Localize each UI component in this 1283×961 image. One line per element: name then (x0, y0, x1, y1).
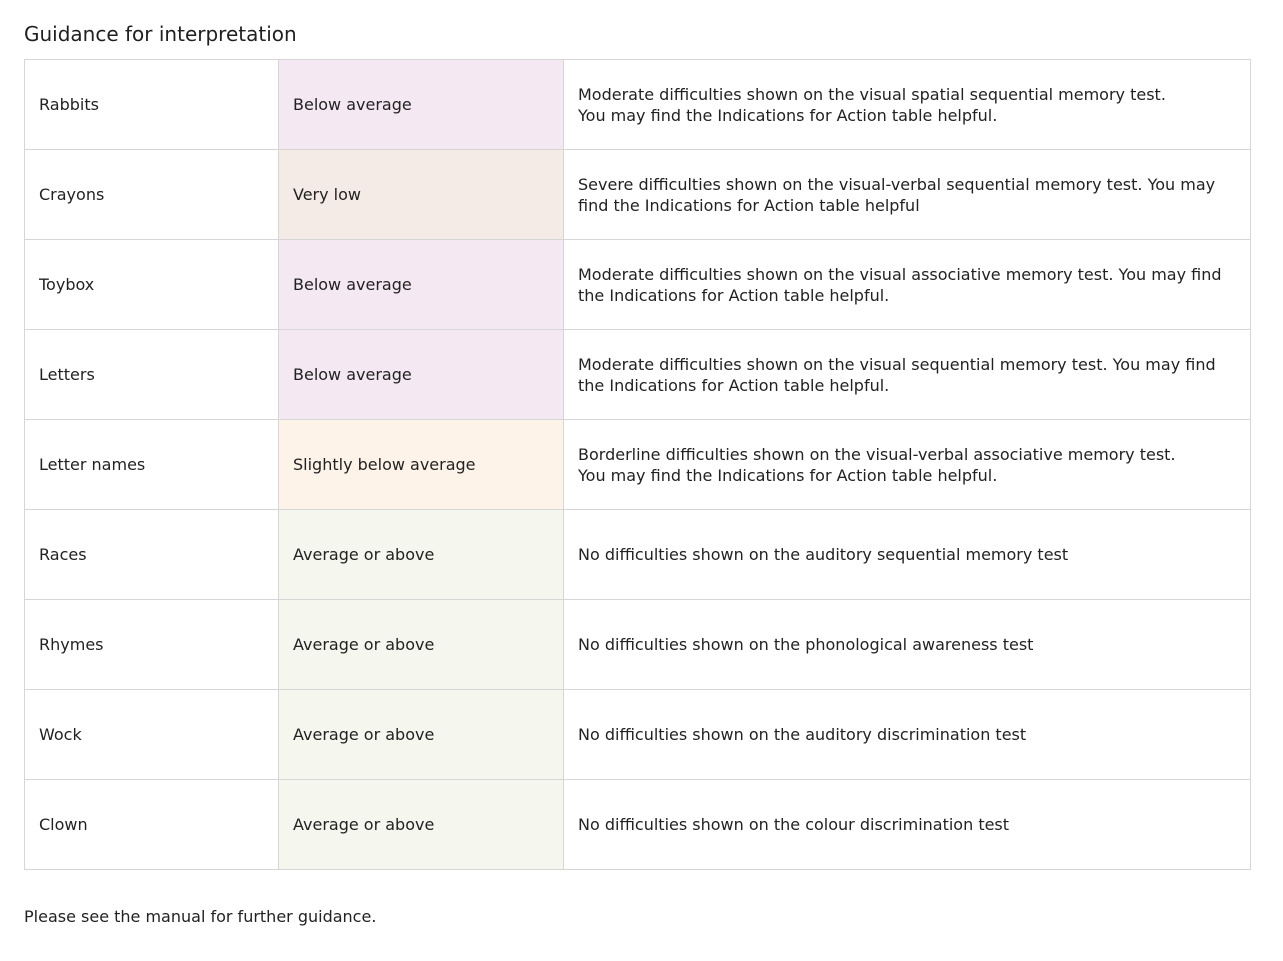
test-name-cell: Rabbits (25, 60, 279, 150)
test-name-cell: Letter names (25, 420, 279, 510)
description-cell: No difficulties shown on the phonological awareness test (564, 600, 1251, 690)
test-name-cell: Rhymes (25, 600, 279, 690)
result-cell: Average or above (279, 690, 564, 780)
description-cell: Borderline difficulties shown on the visual-verbal associative memory test. You may find the Indications for Action table helpful. (564, 420, 1251, 510)
table-row (25, 330, 1251, 420)
footer-note: Please see the manual for further guidance. (24, 907, 377, 926)
description-cell: No difficulties shown on the auditory sequential memory test (564, 510, 1251, 600)
result-cell: Average or above (279, 510, 564, 600)
table-row (25, 510, 1251, 600)
result-cell: Very low (279, 150, 564, 240)
test-name-cell: Races (25, 510, 279, 600)
result-cell: Below average (279, 330, 564, 420)
description-cell: Moderate difficulties shown on the visual sequential memory test. You may find the Indications for Action table helpful. (564, 330, 1251, 420)
test-name-cell: Crayons (25, 150, 279, 240)
table-row (25, 60, 1251, 150)
result-cell: Slightly below average (279, 420, 564, 510)
result-cell: Average or above (279, 780, 564, 870)
table-row (25, 420, 1251, 510)
guidance-table (24, 59, 1251, 870)
test-name-cell: Letters (25, 330, 279, 420)
guidance-table-body (25, 60, 1251, 870)
description-cell: No difficulties shown on the auditory discrimination test (564, 690, 1251, 780)
result-cell: Average or above (279, 600, 564, 690)
description-cell: Severe difficulties shown on the visual-verbal sequential memory test. You may find the Indications for Action table helpful (564, 150, 1251, 240)
table-row (25, 240, 1251, 330)
result-cell: Below average (279, 240, 564, 330)
description-cell: No difficulties shown on the colour discrimination test (564, 780, 1251, 870)
description-cell: Moderate difficulties shown on the visual spatial sequential memory test. You may find the Indications for Action table helpful. (564, 60, 1251, 150)
description-cell: Moderate difficulties shown on the visual associative memory test. You may find the Indications for Action table helpful. (564, 240, 1251, 330)
table-row (25, 780, 1251, 870)
table-row (25, 690, 1251, 780)
test-name-cell: Wock (25, 690, 279, 780)
table-row (25, 150, 1251, 240)
page-title: Guidance for interpretation (24, 22, 297, 46)
test-name-cell: Toybox (25, 240, 279, 330)
table-row (25, 600, 1251, 690)
result-cell: Below average (279, 60, 564, 150)
test-name-cell: Clown (25, 780, 279, 870)
